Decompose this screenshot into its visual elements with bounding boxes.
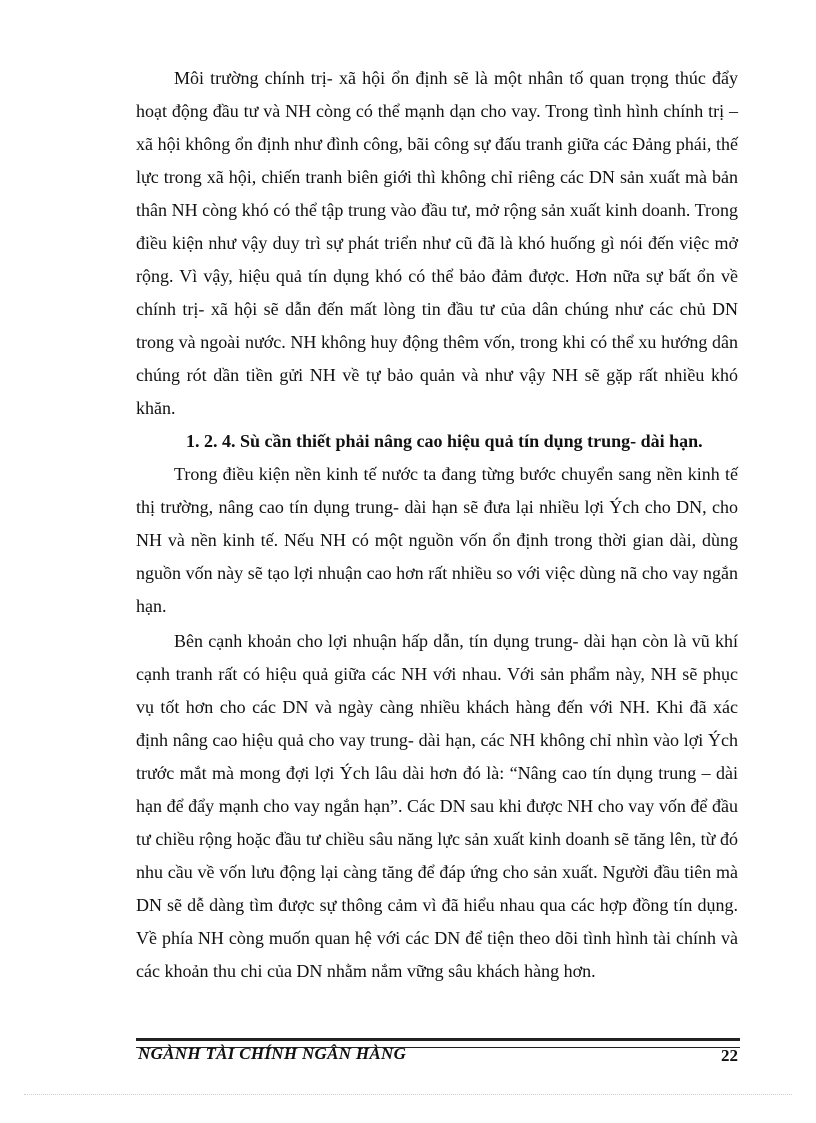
document-body xyxy=(136,62,738,988)
paragraph-market-economy: Trong điều kiện nền kinh tế nước ta đang từng bước chuyển sang nền kinh tế thị trường, nâng cao tín dụng trung- dài hạn sẽ đưa lại nhiều lợi Ých cho DN, cho NH và nền kinh tế. Nếu NH có một nguồn vốn ổn định trong thời gian dài, dùng nguồn vốn này sẽ tạo lợi nhuận cao hơn rất nhiều so với việc dùng nã cho vay ngắn hạn. xyxy=(136,464,738,616)
section-heading: 1. 2. 4. Sù cần thiết phải nâng cao hiệu quả tín dụng trung- dài hạn. xyxy=(186,431,703,451)
paragraph-competition: Bên cạnh khoản cho lợi nhuận hấp dẫn, tín dụng trung- dài hạn còn là vũ khí cạnh tranh rất có hiệu quả giữa các NH với nhau. Với sản phẩm này, NH sẽ phục vụ tốt hơn cho các DN và ngày càng nhiều khách hàng đến với NH. Khi đã xác định nâng cao hiệu quả cho vay trung- dài hạn, các NH không chỉ nhìn vào lợi Ých trước mắt mà mong đợi lợi Ých lâu dài hơn đó là: “Nâng cao tín dụng trung – dài hạn để đẩy mạnh cho vay ngắn hạn”. Các DN sau khi được NH cho vay vốn để đầu tư chiều rộng hoặc đầu tư chiều sâu năng lực sản xuất kinh doanh sẽ tăng lên, từ đó nhu cầu về vốn lưu động lại càng tăng để đáp ứng cho sản xuất. Người đầu tiên mà DN sẽ dễ dàng tìm được sự thông cảm vì đã hiểu nhau qua các hợp đồng tín dụng. Về phía NH còng muốn quan hệ với các DN để tiện theo dõi tình hình tài chính và các khoản thu chi của DN nhằm nắm vững sâu khách hàng hơn. xyxy=(136,631,738,981)
page-edge-divider xyxy=(24,1094,792,1095)
paragraph-political-environment: Môi trường chính trị- xã hội ổn định sẽ là một nhân tố quan trọng thúc đẩy hoạt động đầu tư và NH còng có thể mạnh dạn cho vay. Trong tình hình chính trị – xã hội không ổn định như đình công, bãi công sự đấu tranh giữa các Đảng phái, thế lực trong xã hội, chiến tranh biên giới thì không chỉ riêng các DN sản xuất mà bản thân NH còng khó có thể tập trung vào đầu tư, mở rộng sản xuất kinh doanh. Trong điều kiện như vậy duy trì sự phát triển như cũ đã là khó huống gì nói đến việc mở rộng. Vì vậy, hiệu quả tín dụng khó có thể bảo đảm được. Hơn nữa sự bất ổn về chính trị- xã hội sẽ dẫn đến mất lòng tin đầu tư của dân chúng như các chủ DN trong và ngoài nước. NH không huy động thêm vốn, trong khi có thể xu hướng dân chúng rót dần tiền gửi NH về tự bảo quản và như vậy NH sẽ gặp rất nhiều khó khăn. xyxy=(136,68,738,418)
page-number: 22 xyxy=(721,1046,738,1065)
footer-title: NGÀNH TÀI CHÍNH NGÂN HÀNG xyxy=(138,1044,407,1063)
